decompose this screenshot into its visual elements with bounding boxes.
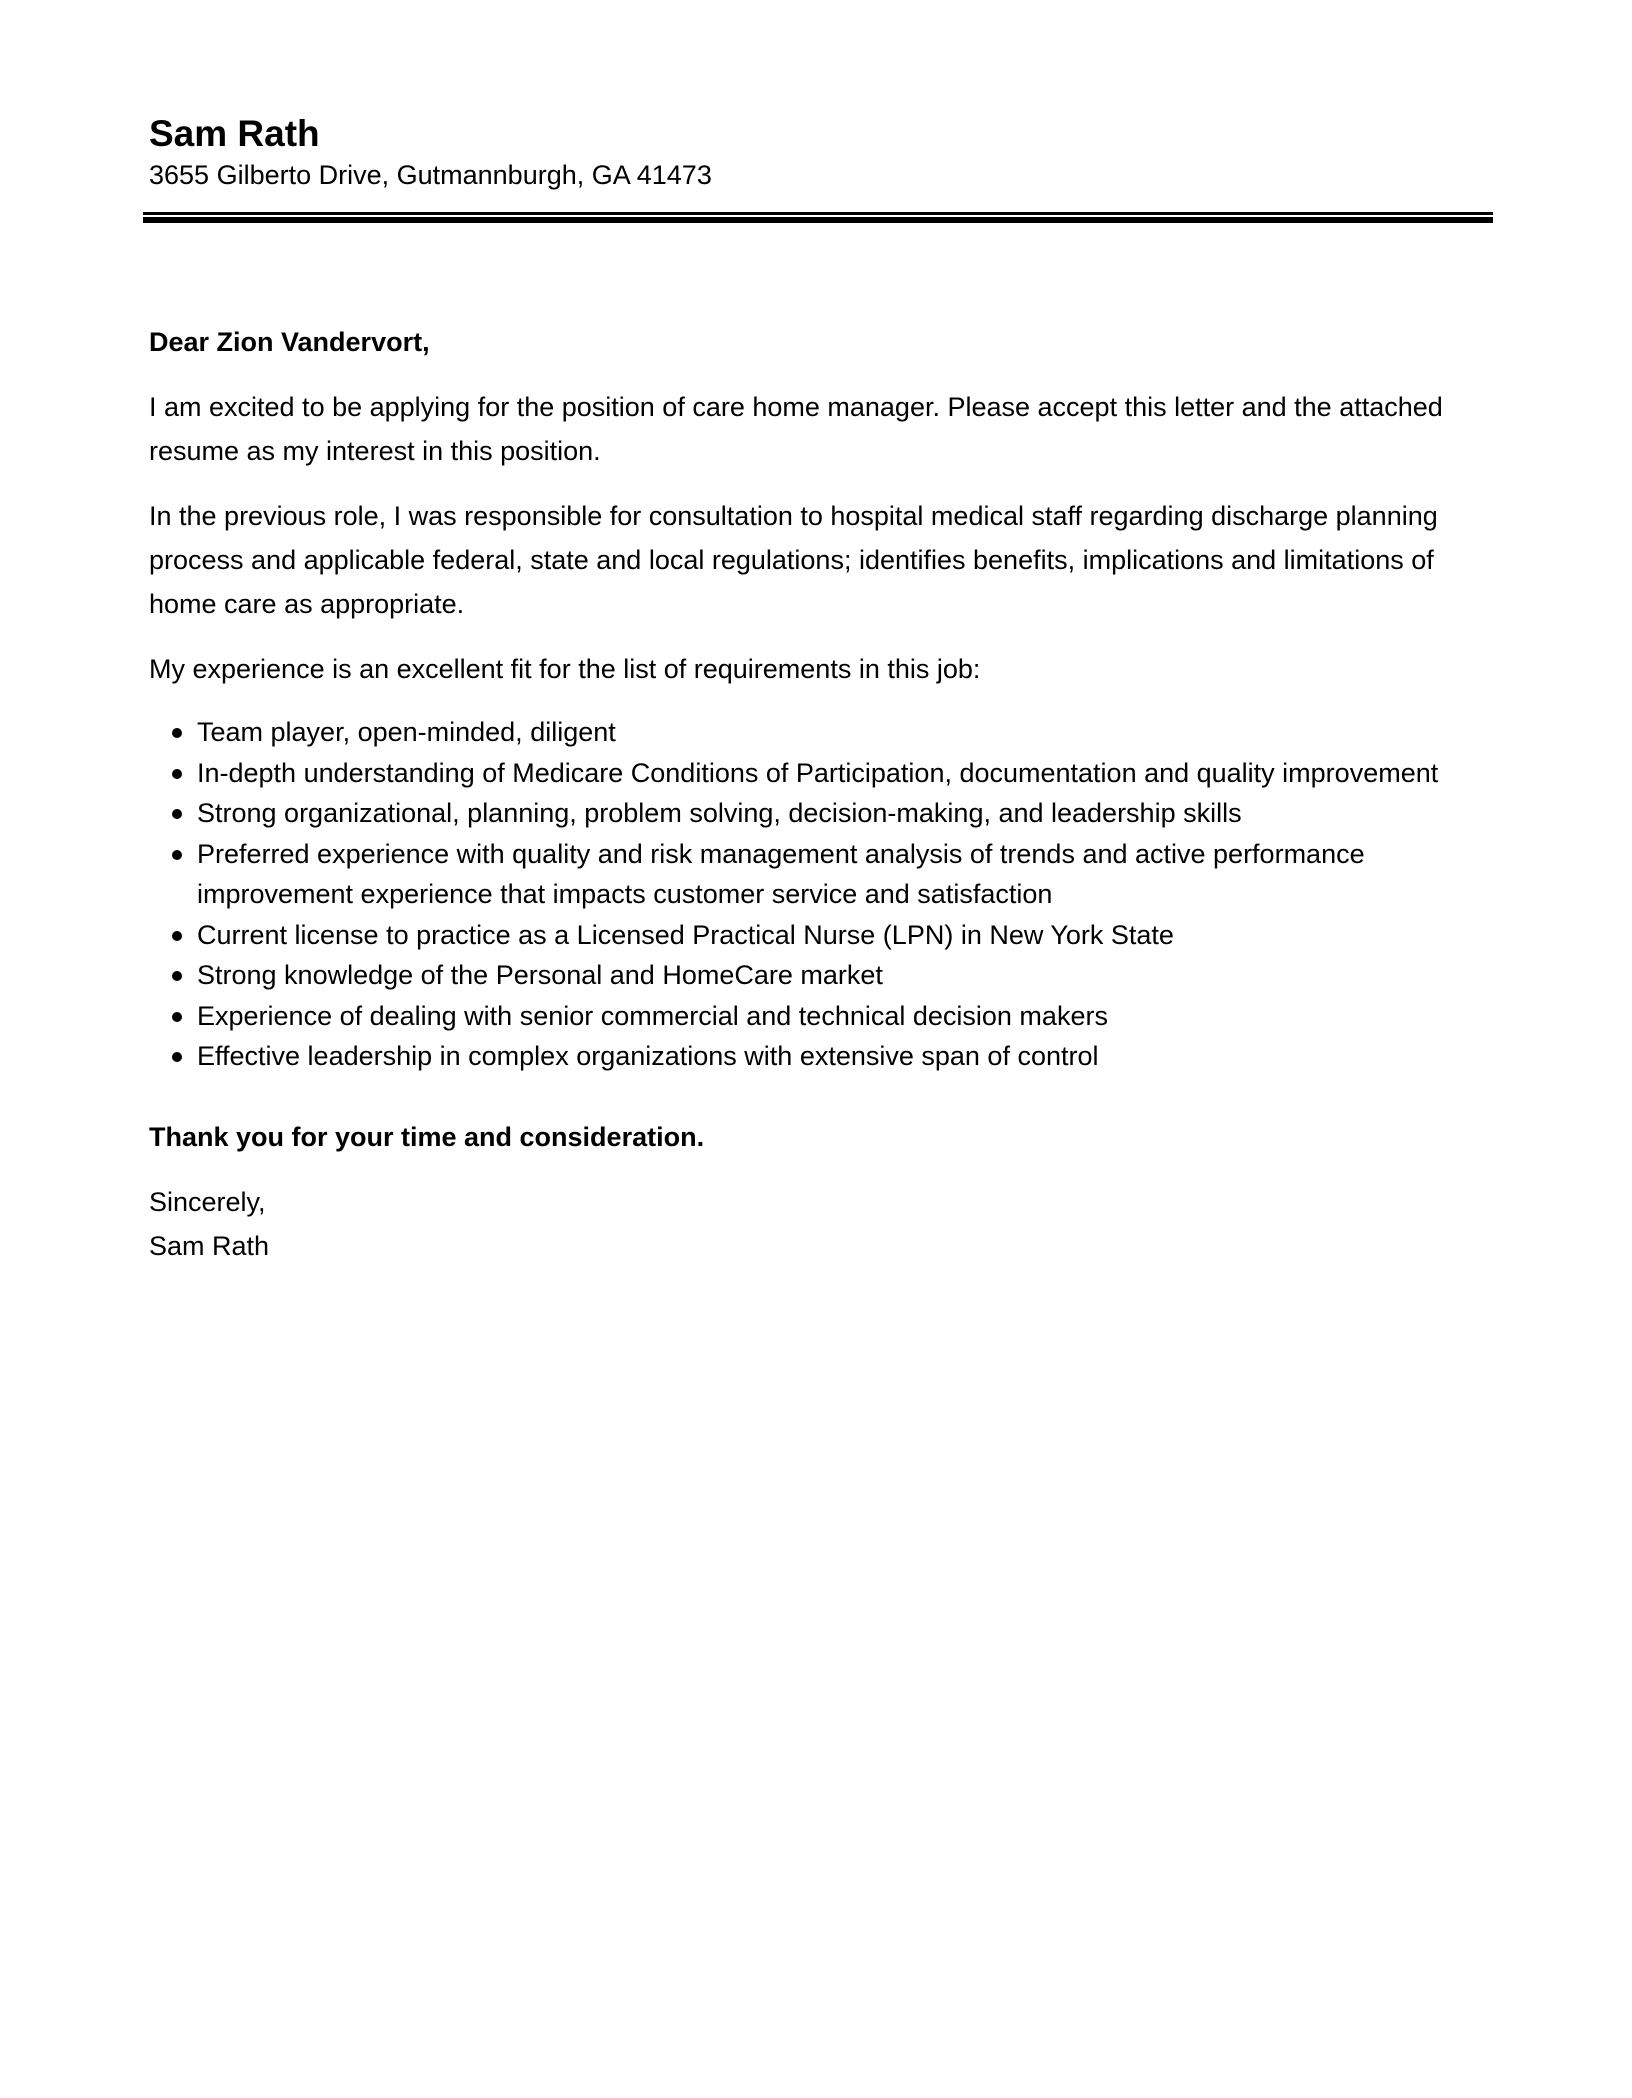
list-item-text: Strong organizational, planning, problem solving, decision-making, and leadership skills [197, 798, 1242, 828]
list-item-text: Preferred experience with quality and risk management analysis of trends and active performance improvement experience that impacts customer service and satisfaction [197, 838, 1365, 909]
list-item-text: Effective leadership in complex organizations with extensive span of control [197, 1041, 1099, 1071]
header-divider-thick-line [143, 217, 1493, 223]
sender-name: Sam Rath [149, 113, 320, 154]
bullet-icon [172, 850, 182, 860]
bullet-icon [172, 769, 182, 779]
bullet-icon [172, 809, 182, 819]
list-item-text: Strong knowledge of the Personal and HomeCare market [197, 960, 883, 990]
bullet-icon [172, 931, 182, 941]
signature-name: Sam Rath [149, 1230, 270, 1261]
intro-paragraph: I am excited to be applying for the position of care home manager. Please accept this letter and the attached resume as my interest in this position. [149, 392, 1443, 466]
salutation: Dear Zion Vandervort, [149, 327, 430, 357]
bullet-icon [172, 1012, 182, 1022]
list-item-text: In-depth understanding of Medicare Conditions of Participation, documentation and quality improvement [197, 757, 1439, 788]
requirements-list [149, 712, 1489, 1077]
thanks-line: Thank you for your time and consideration. [149, 1121, 705, 1152]
sender-address: 3655 Gilberto Drive, Gutmannburgh, GA 41473 [149, 160, 712, 190]
list-item [149, 996, 1489, 1037]
requirements-intro: My experience is an excellent fit for the list of requirements in this job: [149, 654, 981, 684]
bullet-icon [172, 1052, 182, 1062]
experience-paragraph: In the previous role, I was responsible for consultation to hospital medical staff regarding discharge planning process and applicable federal, state and local regulations; identifies benefits, implications and limitations of home care as appropriate. [149, 501, 1438, 619]
header-divider-thin-line [143, 212, 1493, 215]
list-item [149, 915, 1489, 956]
list-item-text: Current license to practice as a Licensed Practical Nurse (LPN) in New York State [197, 919, 1174, 950]
list-item [149, 1036, 1489, 1077]
list-item [149, 834, 1489, 915]
bullet-icon [172, 971, 182, 981]
bullet-icon [172, 728, 182, 738]
list-item [149, 793, 1489, 834]
list-item [149, 712, 1489, 753]
list-item-text: Team player, open-minded, diligent [197, 717, 616, 747]
closing-line: Sincerely, [149, 1186, 266, 1217]
header-divider [143, 212, 1493, 223]
list-item-text: Experience of dealing with senior commercial and technical decision makers [197, 1000, 1108, 1031]
letter-header [149, 111, 1489, 193]
letter-body [149, 320, 1489, 1268]
list-item [149, 753, 1489, 794]
list-item [149, 955, 1489, 996]
